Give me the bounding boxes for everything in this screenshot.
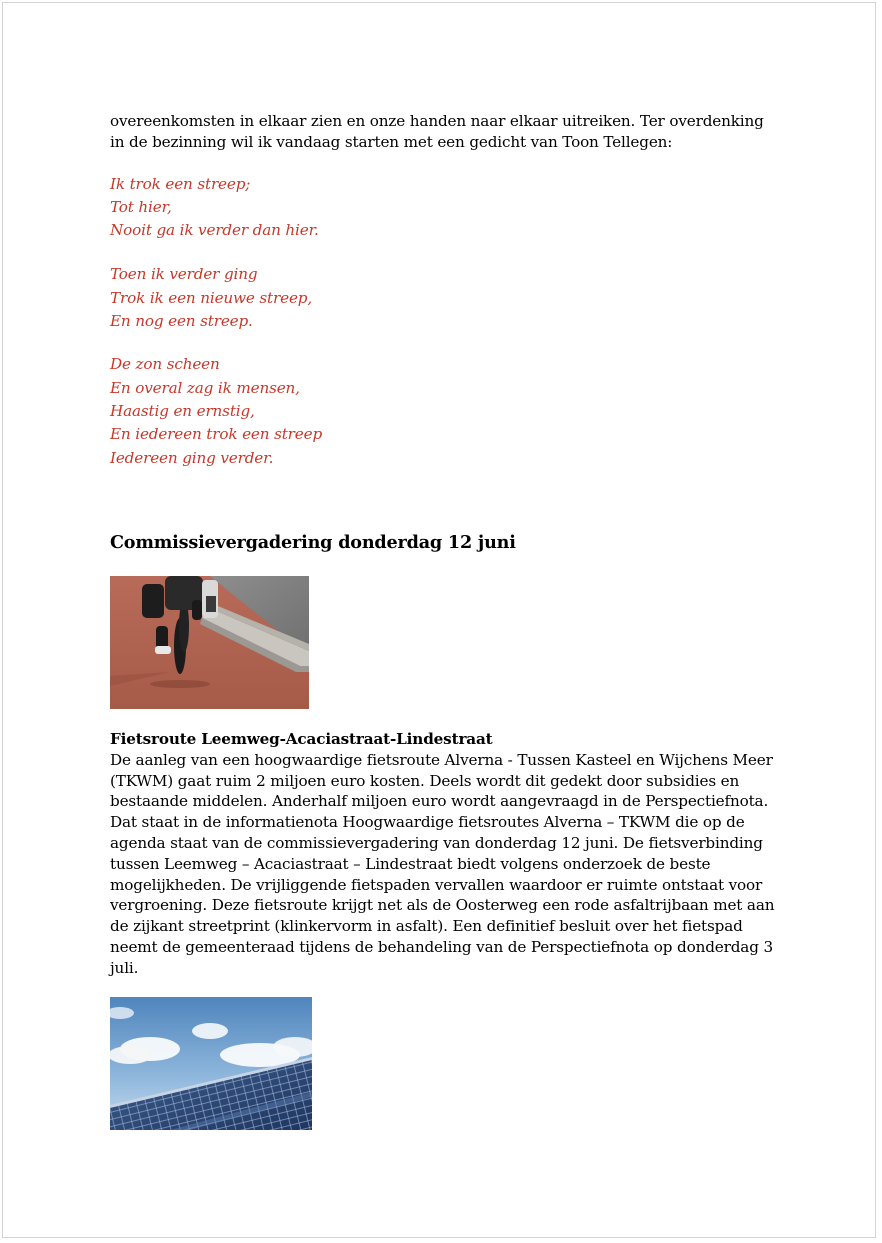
article-line: De aanleg van een hoogwaardige fietsroute Alverna - Tussen Kasteel en Wijchens Meer	[110, 750, 773, 769]
poem-line: Trok ik een nieuwe streep,	[110, 288, 313, 307]
bike-photo-graphic	[110, 576, 309, 709]
poem-line: Haastig en ernstig,	[110, 401, 255, 420]
article-line: neemt de gemeenteraad tijdens de behandeling van de Perspectiefnota op donderdag 3	[110, 937, 773, 956]
poem-line: Iedereen ging verder.	[110, 448, 274, 467]
poem-line: Toen ik verder ging	[110, 265, 258, 284]
article-title: Fietsroute Leemweg-Acaciastraat-Lindestraat	[110, 730, 493, 748]
poem-stanza-3	[110, 353, 770, 469]
intro-paragraph	[110, 111, 770, 153]
intro-line: overeenkomsten in elkaar zien en onze handen naar elkaar uitreiken. Ter overdenking	[110, 112, 764, 130]
article-line: juli.	[110, 958, 139, 977]
document-page	[2, 2, 876, 1238]
solar-photo-graphic	[110, 997, 312, 1130]
poem-stanza-1	[110, 173, 770, 243]
article-line: mogelijkheden. De vrijliggende fietspaden vervallen waardoor er ruimte ontstaat voor	[110, 875, 763, 894]
intro-line: in de bezinning wil ik vandaag starten met een gedicht van Toon Tellegen:	[110, 132, 673, 151]
solar-photo	[110, 997, 312, 1130]
page-content	[110, 111, 775, 977]
article-line: bestaande middelen. Anderhalf miljoen euro wordt aangevraagd in de Perspectiefnota.	[110, 792, 769, 811]
bike-photo	[110, 576, 309, 709]
poem-line: De zon scheen	[110, 355, 220, 374]
section-heading: Commissievergadering donderdag 12 juni	[110, 532, 516, 553]
poem-line: Nooit ga ik verder dan hier.	[110, 221, 319, 240]
article-line: Dat staat in de informatienota Hoogwaardige fietsroutes Alverna – TKWM die op de	[110, 813, 745, 832]
poem-stanza-2	[110, 263, 770, 333]
poem-line: En overal zag ik mensen,	[110, 378, 300, 397]
article-line: de zijkant streetprint (klinkervorm in asfalt). Een definitief besluit over het fietspad	[110, 917, 743, 936]
poem-line: Ik trok een streep;	[110, 174, 251, 193]
article-line: (TKWM) gaat ruim 2 miljoen euro kosten. Deels wordt dit gedekt door subsidies en	[110, 771, 740, 790]
article-line: vergroening. Deze fietsroute krijgt net als de Oosterweg een rode asfaltrijbaan met aan	[110, 896, 775, 915]
article-line: tussen Leemweg – Acaciastraat – Lindestraat biedt volgens onderzoek de beste	[110, 854, 711, 873]
article	[110, 729, 775, 979]
poem-line: En iedereen trok een streep	[110, 425, 323, 444]
article-body	[110, 750, 775, 979]
article-line: agenda staat van de commissievergadering van donderdag 12 juni. De fietsverbinding	[110, 833, 763, 852]
poem-line: En nog een streep.	[110, 312, 253, 331]
poem-line: Tot hier,	[110, 197, 172, 216]
